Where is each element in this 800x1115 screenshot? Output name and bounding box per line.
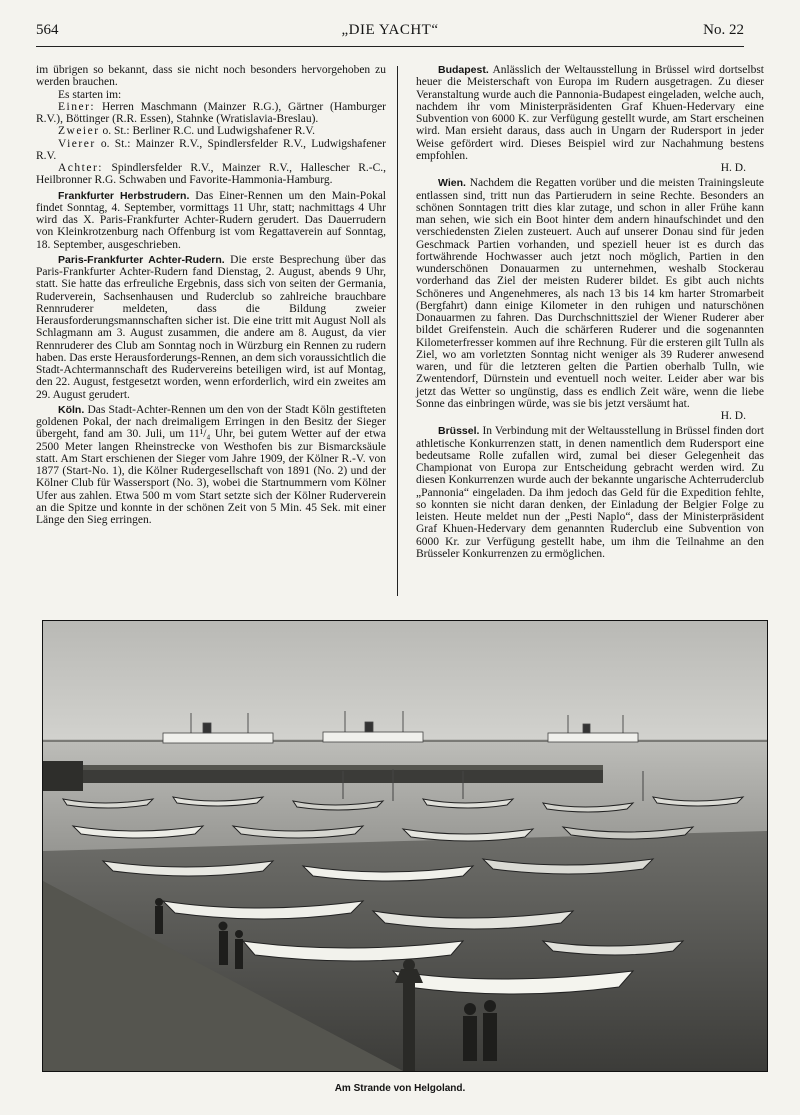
start-heading: Es starten im:: [58, 88, 122, 101]
article-paris-frankfurt: [36, 254, 386, 401]
wien-signature: H. D.: [720, 410, 746, 422]
zweier-text: o. St.: Berliner R.C. und Ludwigshafener R.V.: [102, 125, 315, 138]
zweier-label: Zweier: [58, 125, 100, 138]
frankfurt-heading: Frankfurter Herbstrudern.: [58, 189, 190, 202]
page-number: 564: [36, 22, 59, 38]
budapest-signature: H. D.: [720, 162, 746, 174]
helgoland-beach-photo: [42, 620, 768, 1072]
budapest-text: Anlässlich der Weltausstellung in Brüssel wird dortselbst heuer die Meisterschaft von Europa im Rudern ausgetragen. Zu dieser Veranstaltung wurde auch die Pannonia-Budapest eingeladen, welche auch, nachdem ihr vom Ministerpräsidenten Graf Khuen-Hedervary eine Subvention von 6000 K. zur Verfügung gestellt wurde, am Start erscheinen wird. Man ersieht daraus, dass auch in Ungarn der Rudersport in jeder Weise gefördert wird. Dieses Beispiel wird zur Nachahmung bestens empfohlen.: [416, 64, 764, 162]
paris-text: Die erste Besprechung über das Paris-Frankfurter Achter-Rudern fand Dienstag, 2. August, abends 9 Uhr, statt. Sie hatte das erfreuliche Ergebnis, dass sich von seiten der Germania, Ruderverein, Sachsenhausen und Ruderclub so zahlreiche brauchbare Rennruderer meldeten, dass die Bildung zweier Herausforderungsmannschaften sicher ist. Die eine tritt mit August Noll als Schlagmann am 3. August zusammen, die andere am 8. August, da vier Rennruderer des Club am Sonntag noch in Würzburg ein Rennen zu rudern haben. Das erste Herausforderungs-Rennen, an dem sich voraussichtlich die Stadt-Achtermannschaft des Rudervereins beteiligen wird, ist auf Montag, den 22. August, festgesetzt worden, wenn erforderlich, wird ein zweites am 29. August gerudert.: [36, 253, 386, 401]
vierer-label: Vierer: [58, 137, 96, 150]
einer-label: Einer:: [58, 100, 96, 113]
column-divider: [397, 66, 398, 596]
right-column: [416, 64, 764, 560]
vierer-text: o. St.: Mainzer R.V., Spindlersfelder R.V., Ludwigshafener R.V.: [36, 137, 386, 162]
einer-text: Herren Maschmann (Mainzer R.G.), Gärtner (Hamburger R.V.), Böttinger (R.R. Essen), Stahnke (Wratislavia-Breslau).: [36, 100, 387, 125]
koeln-heading: Köln.: [58, 403, 85, 416]
entry-vierer: [36, 138, 386, 163]
frankfurt-text: Das Einer-Rennen um den Main-Pokal findet Sonntag, 4. September, vormittags 11 Uhr, statt; nachmittags 4 Uhr wird das X. Paris-Frankfurter Achter-Rudern gerudert. Das Dauerrudern von Kleinkrotzenburg nach Offenburg ist vom Regattaverein auf Sonntag, 18. September, ausgeschrieben.: [36, 189, 387, 251]
photo-illustration: [43, 621, 767, 1071]
bruessel-heading: Brüssel.: [438, 425, 480, 438]
issue-number: No. 22: [703, 22, 744, 38]
entry-einer: [36, 101, 386, 126]
bruessel-text: In Verbindung mit der Weltausstellung in Brüssel finden dort athletische Konkurrenzen statt, in denen namentlich dem Rudersport eine bedeutsame Rolle zufallen wird, zumal bei dieser Gelegenheit das Championat von Europa zur Entscheidung gebracht werden wird. Zu diesen Konkurrenzen wurde auch der bekannte ungarische Achterruderclub „Pannonia“ eingeladen. Da ihm jedoch das Geld für die Expedition fehlte, so konnten sie nicht daran denken, der Einladung der Belgier Folge zu leisten. Heute meldet nun der „Pesti Naplo“, dass der Ministerpräsident Graf Khuen-Hedervary dem genannten Ruderclub eine Subvention von 6000 Kr. zur Verfügung gestellt habe, um ihm die Teilnahme an den Brüsseler Konkurrenzen zu ermöglichen.: [416, 425, 764, 560]
pier-crowd: [43, 765, 603, 770]
article-budapest: [416, 64, 764, 174]
achter-text: Spindlersfelder R.V., Mainzer R.V., Hallescher R.-C., Heilbronner R.G. Schwaben und Favorite-Hammonia-Hamburg.: [36, 162, 386, 187]
wien-text: Nachdem die Regatten vorüber und die meisten Trainingsleute entlassen sind, tritt nun das Partierudern in seine Rechte. Besonders an schönen Sonntagen tritt dies klar zutage, und schon in aller Frühe kann man sehen, wie sich ein Boot hinter dem andern hinaufschindet und den verschiedensten Zielen zusteuert. Auch auf unserer Donau sind für jeden Geschmack Partien vorhanden, und speziell heuer ist es durch das fortwährende Hochwasser auch jetzt noch möglich, Partien in den wunderschönen Donauarmen zu unternehmen, weshalb Stockerau vorderhand das Ziel der meisten Ruderer bildet. Es gibt auch nichts Schöneres und Angenehmeres, als nach 13 bis 14 km harter Stromarbeit (Bergfahrt) dann einige Kilometer in den ruhigen und naturschönen Donauarmen zu fahren. Das Durchschnittsziel der Wiener Ruderer aber bildet Greifenstein. Auch die schärferen Ruderer und die sogenannten Kilometerfresser kommen auf ihre Rechnung. Für die ersteren gilt Tulln als Ziel, wo am vorletzten Sonntag nicht weniger als 39 Ruderer anwesend waren, und für die letzteren gelten die Partien oberhalb Tulln, wie Zwentendorf, Dürnstein und eventuell noch weiter. Leider aber war bis jetzt das Wetter so ungünstig, dass es endlich Zeit wäre, wenn die liebe Sonne das einbringen würde, was sie bis jetzt versäumt hat.: [416, 177, 764, 410]
entry-zweier: [36, 125, 386, 137]
header-rule: [36, 46, 744, 47]
photo-caption: Am Strande von Helgoland.: [334, 1083, 466, 1094]
koeln-text: Das Stadt-Achter-Rennen um den von der Stadt Köln gestifteten goldenen Pokal, der nach dreimaligem Erringen in den Besitz der Sieger übergeht, fand am 30. Juli, um 11¹/₄ Uhr, bei gutem Wetter auf der etwa 2500 Meter langen Rheinstrecke von Westhofen bis zur Bismarcksäule statt. Am Start erschienen der Sieger vom Jahre 1909, der Kölner R.-V. von 1877 (Start-No. 1), die Kölner Rudergesellschaft von 1891 (No. 2) und der Kölner Club für Wassersport (No. 3), wobei die Startnummern vom Kölner Ufer aus zahlen. Etwa 500 m vom Start setzte sich der Kölner Ruderverein an die Spitze und konnte in der schönen Zeit von 5 Min. 45 Sek. mit einer Länge den Sieg erringen.: [36, 403, 386, 526]
page-header: [36, 22, 744, 44]
wien-heading: Wien.: [438, 177, 466, 190]
paris-heading: Paris-Frankfurter Achter-Rudern.: [58, 253, 225, 266]
article-frankfurt: [36, 190, 386, 251]
intro-paragraph: im übrigen so bekannt, dass sie nicht noch besonders hervorgehoben zu werden brauchen.: [36, 64, 386, 89]
journal-title: „DIE YACHT“: [341, 22, 439, 38]
achter-label: Achter:: [58, 162, 103, 174]
pier: [43, 769, 603, 783]
budapest-heading: Budapest.: [438, 64, 489, 76]
article-wien: [416, 177, 764, 422]
left-column: [36, 64, 386, 526]
sky: [43, 621, 767, 741]
pier-building: [43, 761, 83, 791]
article-koeln: [36, 404, 386, 527]
article-bruessel: [416, 425, 764, 560]
entry-achter: [36, 162, 386, 187]
